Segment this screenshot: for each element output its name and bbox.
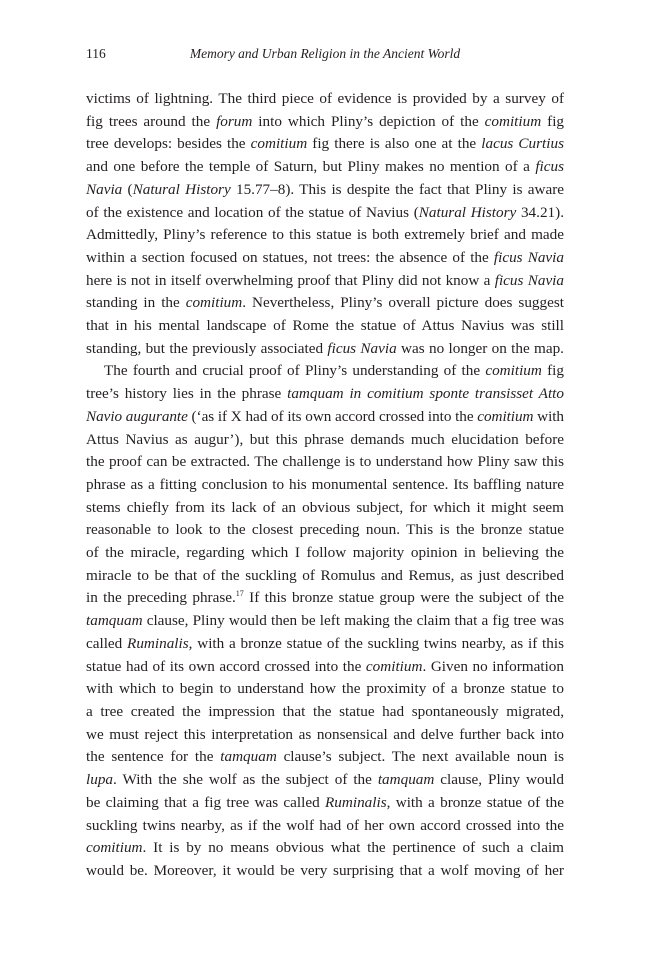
text-run: of the miracle, regarding which I follow majority opinion in believing the xyxy=(86,544,564,562)
text-line xyxy=(86,111,564,134)
text-run: tree develops: besides the xyxy=(86,135,251,153)
text-run: and one before the temple of Saturn, but Pliny makes no mention of a xyxy=(86,158,536,176)
text-line xyxy=(86,88,564,111)
italic-text: lupa xyxy=(86,771,114,789)
text-run: statue had of its own accord crossed into the xyxy=(86,657,366,675)
text-line xyxy=(86,315,564,338)
text-run: . Given no information xyxy=(422,657,564,675)
text-run: stems chiefly from its lack of an obvious subject, for which it might seem xyxy=(86,498,564,516)
text-run: If this bronze statue group were the subject of the xyxy=(243,589,564,607)
text-line xyxy=(86,565,564,588)
italic-text: lacus Curtius xyxy=(481,135,565,153)
text-run: (‘as if X had of its own accord crossed into the xyxy=(187,407,478,425)
text-run: here is not in itself overwhelming proof that Pliny did not know a xyxy=(86,271,495,289)
text-line xyxy=(86,724,564,747)
italic-text: tamquam xyxy=(220,748,277,766)
text-run: fig xyxy=(541,112,565,130)
text-line xyxy=(86,769,564,792)
italic-text: Ruminalis xyxy=(127,634,189,652)
text-run: was no longer on the map. xyxy=(396,339,564,357)
text-line xyxy=(86,474,564,497)
text-run: standing, but the previously associated xyxy=(86,339,328,357)
italic-text: Navia xyxy=(86,180,123,198)
running-head xyxy=(86,44,564,64)
text-run: miracle to be that of the suckling of Romulus and Remus, as just described xyxy=(86,566,564,584)
text-run: Admittedly, Pliny’s reference to this statue is both extremely brief and made xyxy=(86,226,564,244)
text-line xyxy=(86,519,564,542)
text-run: would be. Moreover, it would be very surprising that a wolf moving of her xyxy=(86,861,564,879)
text-line xyxy=(86,224,564,247)
text-run: Attus Navius as augur’), but this phrase demands much elucidation before xyxy=(86,430,564,448)
italic-text: comitium xyxy=(185,294,243,312)
text-run: standing in the xyxy=(86,294,186,312)
text-line xyxy=(86,202,564,225)
text-run: fig there is also one at the xyxy=(307,135,482,153)
paragraph xyxy=(86,360,564,882)
text-run: . It is by no means obvious what the pertinence of such a claim xyxy=(142,839,564,857)
text-run: fig xyxy=(541,362,564,380)
text-line xyxy=(86,270,564,293)
text-line xyxy=(86,678,564,701)
italic-text: Natural History xyxy=(132,180,231,198)
text-run: called xyxy=(86,634,128,652)
text-run: fig trees around the xyxy=(86,112,217,130)
text-line xyxy=(86,837,564,860)
text-run: ( xyxy=(122,180,133,198)
italic-text: comitium xyxy=(485,362,542,380)
italic-text: comitium xyxy=(477,407,534,425)
italic-text: ficus Navia xyxy=(494,271,564,289)
italic-text: tamquam in comitium sponte transisset Atto xyxy=(287,385,564,403)
text-run: we must reject this interpretation as nonsensical and delve further back into xyxy=(86,725,564,743)
text-run: , with a bronze statue of the xyxy=(386,793,564,811)
text-run: . Nevertheless, Pliny’s overall picture does suggest xyxy=(242,294,564,312)
text-run: clause’s subject. The next available noun is xyxy=(276,748,564,766)
paragraph xyxy=(86,88,564,360)
text-run: the proof can be extracted. The challenge is to understand how Pliny saw this xyxy=(86,453,564,471)
running-title: Memory and Urban Religion in the Ancient World xyxy=(189,46,461,61)
italic-text: ficus Navia xyxy=(327,339,397,357)
text-line xyxy=(86,451,564,474)
text-run: with which to begin to understand how the proximity of a bronze statue to xyxy=(86,680,564,698)
text-run: in the preceding phrase. xyxy=(86,589,236,607)
text-line xyxy=(86,156,564,179)
text-line xyxy=(86,133,564,156)
text-run: that in his mental landscape of Rome the statue of Attus Navius was still xyxy=(86,317,564,335)
text-line xyxy=(86,247,564,270)
italic-text: comitium xyxy=(484,112,542,130)
text-line xyxy=(86,746,564,769)
text-run: . With the she wolf as the subject of the xyxy=(113,771,378,789)
text-line xyxy=(86,383,564,406)
text-run: suckling twins nearby, as if the wolf had of her own accord crossed into the xyxy=(86,816,564,834)
text-run: clause, Pliny would then be left making the claim that a fig tree was xyxy=(142,612,564,630)
text-line xyxy=(86,656,564,679)
text-line xyxy=(86,542,564,565)
italic-text: comitium xyxy=(250,135,308,153)
italic-text: comitium xyxy=(86,839,143,857)
text-line xyxy=(86,587,564,610)
text-line xyxy=(86,338,564,361)
text-run: a tree created the impression that the statue had spontaneously migrated, xyxy=(86,702,564,720)
italic-text: forum xyxy=(216,112,253,130)
text-run: , with a bronze statue of the suckling twins nearby, as if this xyxy=(188,634,564,652)
text-run: The fourth and crucial proof of Pliny’s understanding of the xyxy=(104,362,486,380)
text-line xyxy=(86,701,564,724)
text-run: victims of lightning. The third piece of evidence is provided by a survey of xyxy=(86,90,564,107)
text-run: clause, Pliny would xyxy=(434,771,564,789)
text-line xyxy=(86,429,564,452)
italic-text: ficus Navia xyxy=(493,248,564,266)
text-line xyxy=(86,406,564,429)
page-number: 116 xyxy=(86,46,106,61)
text-line xyxy=(86,497,564,520)
text-run: with xyxy=(533,407,564,425)
text-run: be claiming that a fig tree was called xyxy=(86,793,326,811)
italic-text: tamquam xyxy=(86,612,143,630)
italic-text: ficus xyxy=(535,158,564,176)
text-run: of the existence and location of the statue of Navius ( xyxy=(86,203,419,221)
text-run: within a section focused on statues, not trees: the absence of the xyxy=(86,248,494,266)
text-line xyxy=(86,815,564,838)
text-line xyxy=(86,360,564,383)
text-run: into which Pliny’s depiction of the xyxy=(252,112,485,130)
body-text xyxy=(86,88,564,883)
italic-text: comitium xyxy=(365,657,423,675)
text-line xyxy=(86,633,564,656)
italic-text: tamquam xyxy=(377,771,435,789)
text-run: tree’s history lies in the phrase xyxy=(86,385,288,403)
italic-text: Navio augurante xyxy=(86,407,188,425)
italic-text: Natural History xyxy=(418,203,517,221)
text-run: phrase as a fitting conclusion to his monumental sentence. Its baffling nature xyxy=(86,475,564,493)
text-line xyxy=(86,860,564,883)
text-line xyxy=(86,610,564,633)
text-run: 15.77–8). This is despite the fact that Pliny is aware xyxy=(230,180,564,198)
italic-text: Ruminalis xyxy=(325,793,387,811)
text-run: 34.21). xyxy=(516,203,564,221)
text-line xyxy=(86,292,564,315)
text-line xyxy=(86,792,564,815)
text-line xyxy=(86,179,564,202)
footnote-ref: 17 xyxy=(235,589,244,599)
text-run: reasonable to look to the closest preceding noun. This is the bronze statue xyxy=(86,521,564,539)
text-run: the sentence for the xyxy=(86,748,221,766)
